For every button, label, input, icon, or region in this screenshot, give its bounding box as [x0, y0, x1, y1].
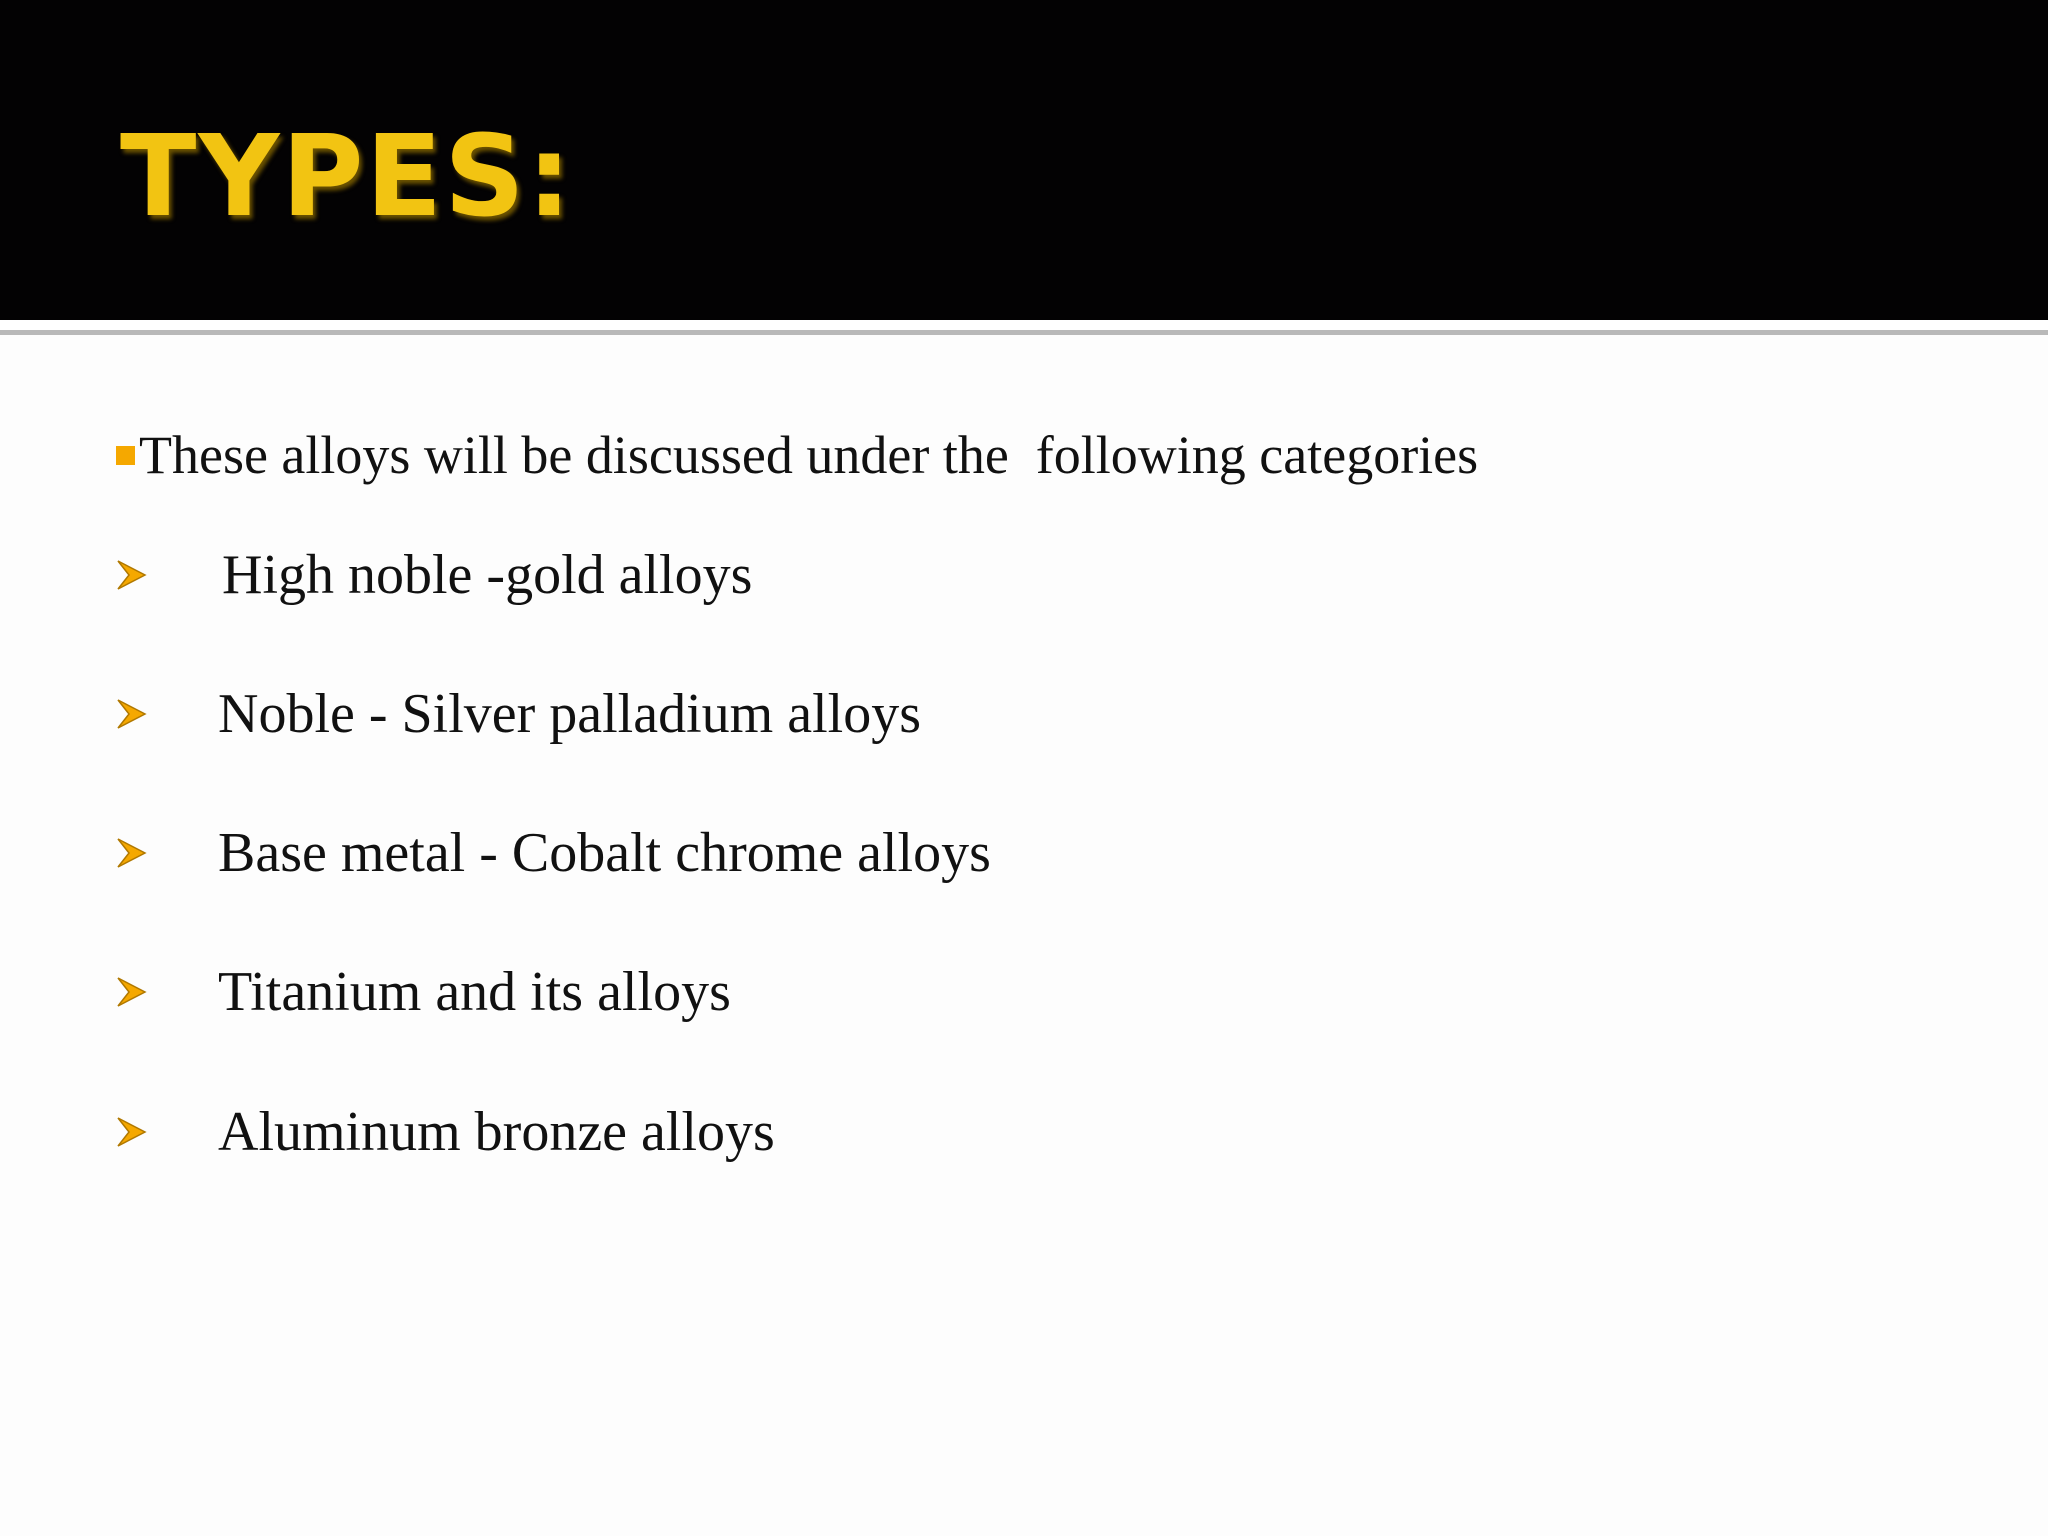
list-item: [116, 815, 991, 891]
list-item: [116, 954, 731, 1030]
list-item-label: Aluminum bronze alloys: [218, 1101, 775, 1163]
list-item-label: Noble - Silver palladium alloys: [218, 683, 921, 745]
list-item-label: Base metal - Cobalt chrome alloys: [218, 822, 991, 884]
arrow-bullet-icon: [116, 1112, 218, 1152]
list-item-label: Titanium and its alloys: [218, 961, 731, 1023]
arrow-bullet-icon: [116, 694, 218, 734]
intro-text: These alloys will be discussed under the following categories: [139, 425, 1479, 485]
list-item-label: High noble -gold alloys: [222, 544, 753, 606]
arrow-bullet-icon: [116, 555, 218, 595]
list-item: [116, 537, 752, 613]
slide-title: TYPES:: [120, 112, 574, 242]
arrow-bullet-icon: [116, 972, 218, 1012]
list-item: [116, 676, 921, 752]
list-item: [116, 1094, 775, 1170]
arrow-bullet-icon: [116, 833, 218, 873]
